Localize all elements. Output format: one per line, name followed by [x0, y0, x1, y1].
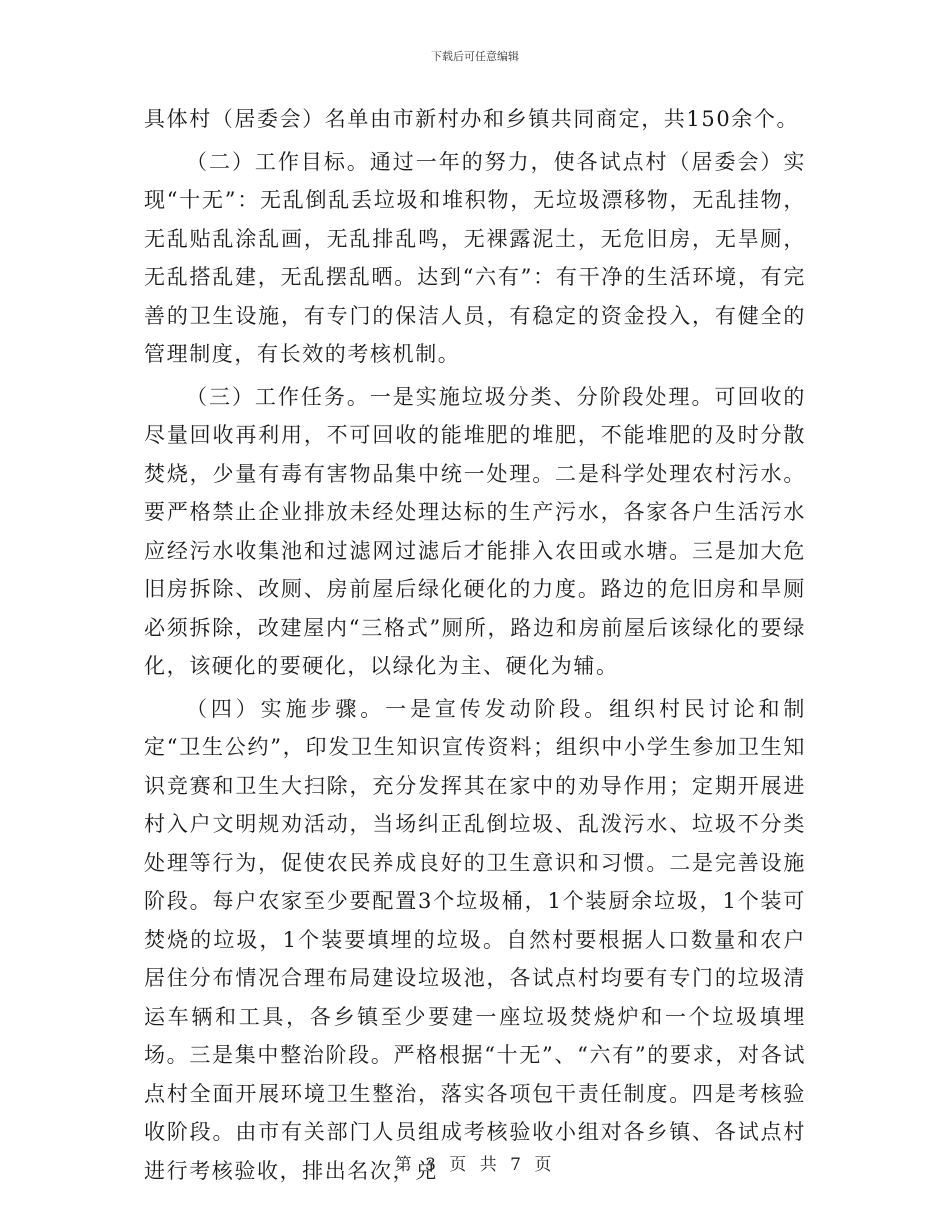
paragraph-implementation-steps: （四）实施步骤。一是宣传发动阶段。组织村民讨论和制定“卫生公约”，印发卫生知识宣传资料；组织中小学生参加卫生知识竞赛和卫生大扫除，充分发挥其在家中的劝导作用；定期开展进村入户文明规劝活动，当场纠正乱倒垃圾、乱泼污水、垃圾不分类处理等行为，促使农民养成良好的卫生意识和习惯。二是完善设施阶段。每户农家至少要配置3个垃圾桶，1个装厨余垃圾，1个装可焚烧的垃圾，1个装要填埋的垃圾。自然村要根据人口数量和农户居住分布情况合理布局建设垃圾池，各试点村均要有专门的垃圾清运车辆和工具，各乡镇至少要建一座垃圾焚烧炉和一个垃圾填埋场。三是集中整治阶段。严格根据“十无”、“六有”的要求，对各试点村全面开展环境卫生整治，落实各项包干责任制度。四是考核验收阶段。由市有关部门人员组成考核验收小组对各乡镇、各试点村进行考核验收，排出名次，兑: [144, 696, 806, 1183]
paragraph-work-tasks: （三）工作任务。一是实施垃圾分类、分阶段处理。可回收的尽量回收再利用，不可回收的能堆肥的堆肥，不能堆肥的及时分散焚烧，少量有毒有害物品集中统一处理。二是科学处理农村污水。要严格禁止企业排放未经处理达标的生产污水，各家各户生活污水应经污水收集池和过滤网过滤后才能排入农田或水塘。三是加大危旧房拆除、改厕、房前屋后绿化硬化的力度。路边的危旧房和旱厕必须拆除，改建屋内“三格式”厕所，路边和房前屋后该绿化的要绿化，该硬化的要硬化，以绿化为主、硬化为辅。: [144, 384, 806, 678]
paragraph-work-goals: （二）工作目标。通过一年的努力，使各试点村（居委会）实现“十无”：无乱倒乱丢垃圾和堆积物，无垃圾漂移物，无乱挂物，无乱贴乱涂乱画，无乱排乱鸣，无裸露泥土，无危旧房，无旱厕，无乱搭乱建，无乱摆乱晒。达到“六有”：有干净的生活环境，有完善的卫生设施，有专门的保洁人员，有稳定的资金投入，有健全的管理制度，有长效的考核机制。: [144, 149, 806, 366]
paragraph-continuation: 具体村（居委会）名单由市新村办和乡镇共同商定，共150余个。: [144, 107, 800, 131]
page-number: 第 3 页 共 7 页: [394, 1155, 556, 1175]
document-body: [144, 100, 806, 1194]
page-header-note: 下载后可任意编辑: [431, 50, 519, 63]
